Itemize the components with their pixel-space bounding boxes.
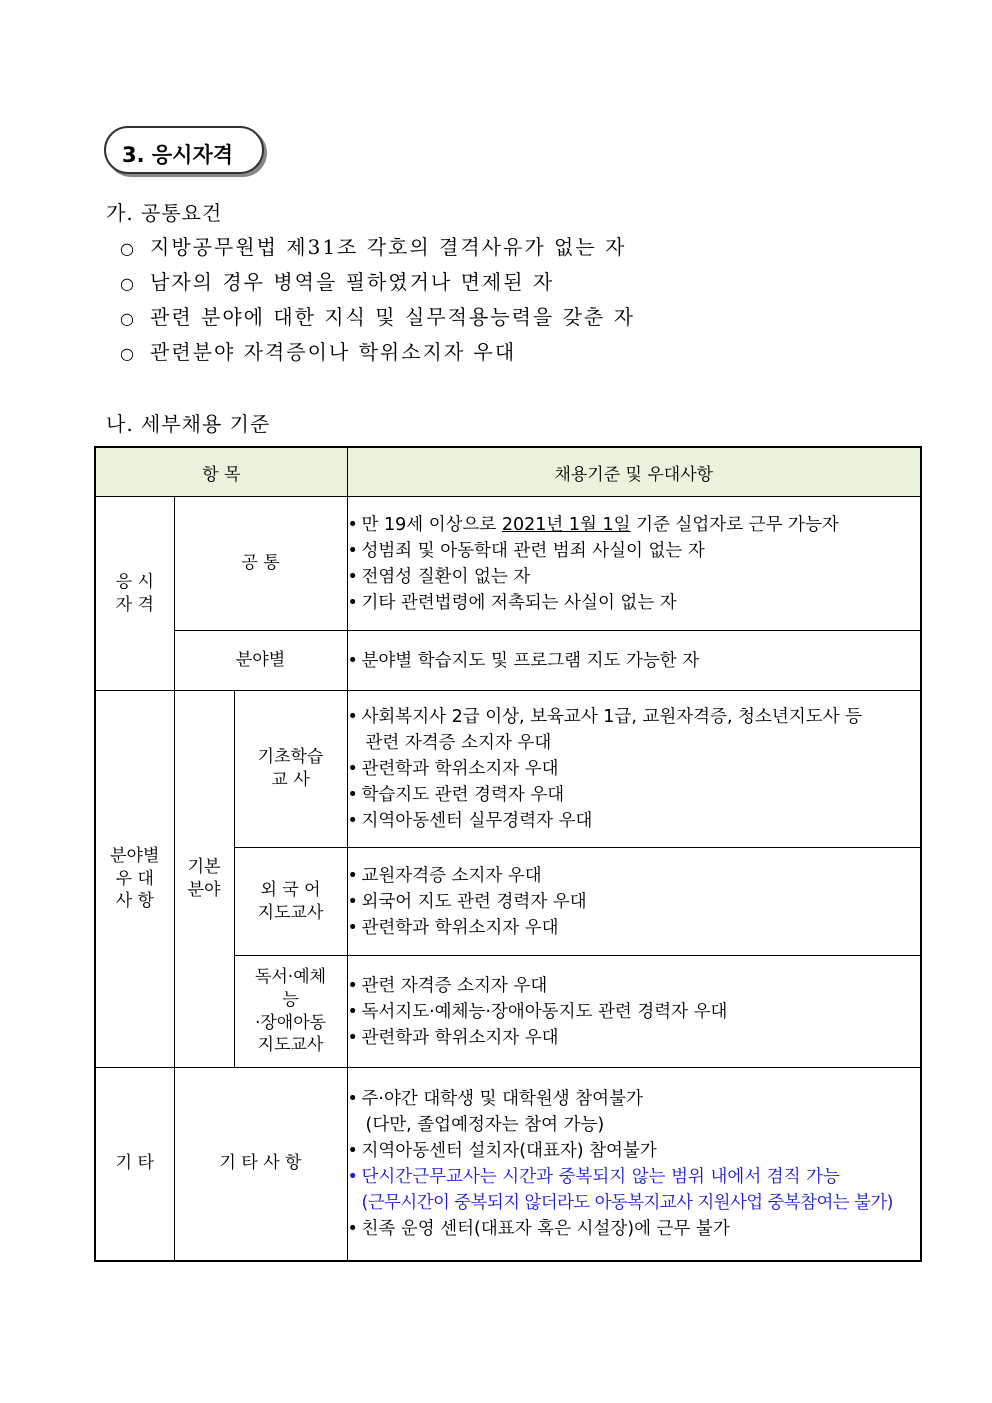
basic-teacher-label: 기초학습 교 사	[234, 691, 347, 848]
list-item: • 성범죄 및 아동학대 관련 범죄 사실이 없는 자	[348, 538, 921, 564]
list-item: • 관련학과 학위소지자 우대	[348, 915, 921, 941]
header-item: 항 목	[95, 447, 347, 497]
circle-bullet-icon: ○	[120, 309, 136, 328]
detail-criteria-heading: 나. 세부채용 기준	[106, 412, 271, 436]
reading-teacher-label: 독서·예체 능 ·장애아동 지도교사	[234, 956, 347, 1068]
list-item: • 외국어 지도 관련 경력자 우대	[348, 889, 921, 915]
list-item: • 관련학과 학위소지자 우대	[348, 756, 921, 782]
criteria-table	[94, 446, 922, 1262]
other-label: 기 타	[95, 1068, 174, 1261]
other-content	[347, 1068, 921, 1261]
list-item: • 독서지도·예체능·장애아동지도 관련 경력자 우대	[348, 999, 921, 1025]
section-title: 3. 응시자격	[122, 143, 234, 167]
reading-teacher-content	[347, 956, 921, 1068]
basic-field-label: 기본 분야	[174, 691, 234, 1068]
other-sub-label: 기 타 사 항	[174, 1068, 347, 1261]
common-requirement-item: ○ 남자의 경우 병역을 필하였거나 면제된 자	[120, 270, 555, 294]
list-item: • 친족 운영 센터(대표자 혹은 시설장)에 근무 불가	[348, 1216, 921, 1242]
circle-bullet-icon: ○	[120, 274, 136, 293]
list-item: • 지역아동센터 설치자(대표자) 참여불가	[348, 1138, 921, 1164]
common-requirement-item: ○ 관련분야 자격증이나 학위소지자 우대	[120, 340, 517, 364]
list-item: • 기타 관련법령에 저촉되는 사실이 없는 자	[348, 590, 921, 616]
list-item: • 관련학과 학위소지자 우대	[348, 1025, 921, 1051]
eligibility-label: 응 시 자 격	[95, 497, 174, 691]
list-item: • 지역아동센터 실무경력자 우대	[348, 808, 921, 834]
circle-bullet-icon: ○	[120, 239, 136, 258]
foreign-teacher-content	[347, 848, 921, 956]
eligibility-field-content	[347, 631, 921, 691]
common-requirement-item: ○ 지방공무원법 제31조 각호의 결격사유가 없는 자	[120, 235, 627, 259]
header-criteria: 채용기준 및 우대사항	[347, 447, 921, 497]
basic-teacher-content	[347, 691, 921, 848]
eligibility-common-content	[347, 497, 921, 631]
list-item: • 관련 자격증 소지자 우대	[348, 973, 921, 999]
preference-label: 분야별 우 대 사 항	[95, 691, 174, 1068]
list-item: • 주·야간 대학생 및 대학원생 참여불가 (다만, 졸업예정자는 참여 가능)	[348, 1086, 921, 1138]
section-title-badge	[104, 126, 264, 174]
highlighted-list-item: • 단시간근무교사는 시간과 중복되지 않는 범위 내에서 겸직 가능 (근무시간이 중복되지 않더라도 아동복지교사 지원사업 중복참여는 불가)	[348, 1164, 921, 1216]
common-requirement-item: ○ 관련 분야에 대한 지식 및 실무적용능력을 갖춘 자	[120, 305, 635, 329]
list-item: • 사회복지사 2급 이상, 보육교사 1급, 교원자격증, 청소년지도사 등 관련 자격증 소지자 우대	[348, 704, 921, 756]
list-item: • 만 19세 이상으로 2021년 1월 1일 기준 실업자로 근무 가능자	[348, 512, 921, 538]
common-requirements-heading: 가. 공통요건	[106, 201, 223, 225]
list-item: • 교원자격증 소지자 우대	[348, 863, 921, 889]
eligibility-field-label: 분야별	[174, 631, 347, 691]
eligibility-common-label: 공 통	[174, 497, 347, 631]
list-item: • 학습지도 관련 경력자 우대	[348, 782, 921, 808]
list-item: • 분야별 학습지도 및 프로그램 지도 가능한 자	[348, 648, 921, 674]
list-item: • 전염성 질환이 없는 자	[348, 564, 921, 590]
circle-bullet-icon: ○	[120, 344, 136, 363]
foreign-teacher-label: 외 국 어 지도교사	[234, 848, 347, 956]
